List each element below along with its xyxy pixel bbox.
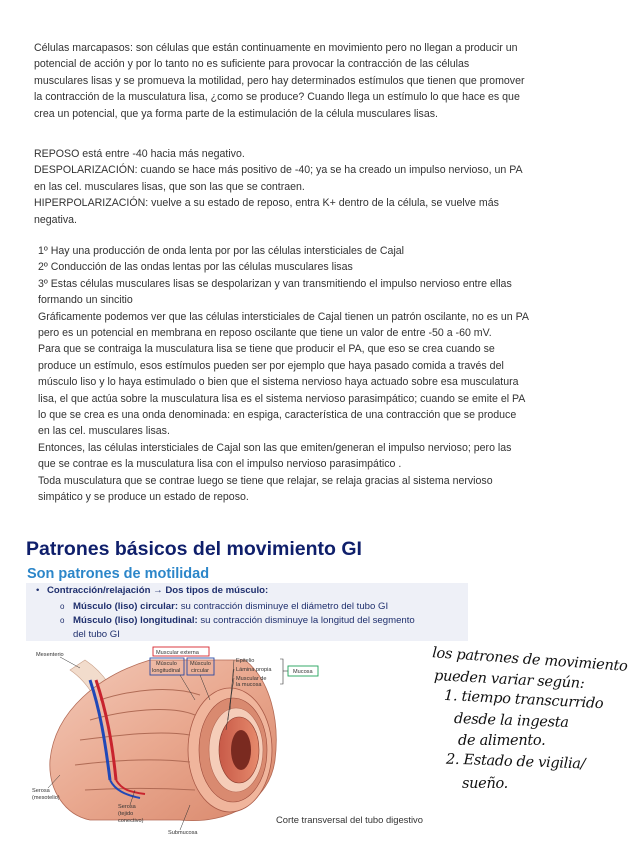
text-line: Toda musculatura que se contrae luego se tiene que relajar, se relaja gracias al sistema nervioso — [38, 474, 493, 487]
item-bold: Músculo (liso) circular: — [73, 601, 179, 612]
paragraph-marcapasos — [34, 40, 574, 122]
slide-title: Patrones básicos del movimiento GI — [26, 538, 362, 560]
circle-bullet-icon: o — [60, 616, 65, 625]
handwritten-line: de alimento. — [458, 733, 546, 749]
gi-tube-illustration — [30, 640, 330, 840]
handwritten-line: los patrones de movimiento — [431, 645, 628, 675]
label-mucosa: Mucosa — [293, 669, 313, 675]
figure-caption: Corte transversal del tubo digestivo — [276, 814, 423, 825]
label-serosa-mesotelio-1: Serosa — [32, 788, 50, 794]
label-serosa-tejido-2: (tejido — [118, 811, 134, 817]
slide-subtitle: Son patrones de motilidad — [27, 566, 210, 582]
item-text-cont: del tubo GI — [73, 628, 120, 640]
handwritten-line: pueden variar según: — [433, 668, 585, 692]
text-line: en las cel. musculares lisas, que son las que se contraen. — [34, 180, 305, 193]
handwritten-line: desde la ingesta — [453, 711, 569, 731]
text-line: 3º Estas células musculares lisas se despolarizan y van transmitiendo el impulso nervioso entre ellas — [38, 277, 512, 290]
bullet-text: Contracción/relajación → Dos tipos de músculo: — [47, 585, 269, 596]
text-line: lo que se crea es una onda denominada: en espiga, característica de una contracción que se produce — [38, 409, 517, 422]
text-line: potencial de acción y por lo tanto no es suficiente para provocar la contracción de las células — [34, 58, 470, 71]
label-serosa-mesotelio-2: (mesotelio) — [32, 795, 60, 801]
text-line: formando un sincitio — [38, 294, 133, 307]
text-line: lisa, el que actúa sobre la musculatura lisa es el sistema nervioso parasimpático; cuando se emite el PA — [38, 392, 526, 405]
label-serosa-tejido-1: Serosa — [118, 804, 136, 810]
text-line: produce un estímulo, esos estímulos pueden ser por ejemplo que haya pasado comida a través del — [38, 359, 504, 372]
text-line: Células marcapasos: son células que están continuamente en movimiento pero no llegan a producir un — [34, 42, 518, 54]
circle-bullet-icon: o — [60, 602, 65, 611]
bullet-contraccion — [36, 585, 268, 596]
item-bold: Músculo (liso) longitudinal: — [73, 615, 198, 626]
label-serosa-tejido-3: conectivo) — [118, 818, 144, 824]
label-lamina-propia: Lámina propia — [236, 667, 272, 673]
text-line: crea un potencial, que ya forma parte de la estimulación de la célula musculares lisas. — [34, 107, 438, 120]
text-line: negativa. — [34, 213, 77, 226]
label-musculo-circ-2: circular — [191, 668, 210, 674]
text-line: 1º Hay una producción de onda lenta por por las células intersticiales de Cajal — [38, 245, 405, 257]
text-line: DESPOLARIZACIÓN: cuando se hace más positivo de -40; ya se ha creado un impulso nervioso, un PA — [34, 164, 523, 177]
text-line: HIPERPOLARIZACIÓN: vuelve a su estado de reposo, entra K+ dentro de la célula, se vuelve más — [34, 197, 499, 210]
item-text: su contracción disminuye la longitud del segmento — [197, 615, 415, 626]
paragraph-cajal — [38, 243, 578, 506]
label-muscular-mucosa-1: Muscular de — [236, 676, 267, 682]
text-line: en las cel. musculares lisas. — [38, 425, 170, 438]
text-line: Gráficamente podemos ver que las células intersticiales de Cajal tienen un patrón oscilante, no es un PA — [38, 310, 529, 323]
label-muscular-externa: Muscular externa — [156, 650, 199, 656]
text-line: musculares lisas y se promueva la motilidad, pero hay determinados estímulos que tienen que promover — [34, 74, 525, 87]
bullet-dot-icon: • — [36, 585, 40, 596]
item-musculo-longitudinal — [60, 614, 460, 641]
lumen — [231, 730, 251, 770]
label-musculo-circ-1: Músculo — [190, 661, 211, 667]
label-epitelio: Epitelio — [236, 658, 255, 664]
label-mesenterio: Mesenterio — [36, 652, 64, 658]
text-line: Para que se contraiga la musculatura lisa se tiene que producir el PA, que eso se crea cuando se — [38, 343, 495, 356]
text-line: que se contrae es la musculatura lisa con el impulso nervioso parasimpático . — [38, 458, 402, 471]
handwritten-line: 1. tiempo transcurrido — [443, 687, 604, 713]
text-line: REPOSO está entre -40 hacia más negativo. — [34, 148, 245, 160]
text-line: músculo liso y lo haya estimulado o bien que el sistema nervioso haya actuado sobre esa musculatura — [38, 376, 519, 389]
label-muscular-mucosa-2: la mucosa — [236, 682, 262, 688]
label-submucosa: Submucosa — [168, 830, 198, 836]
paragraph-estados — [34, 146, 574, 228]
label-musculo-long-2: longitudinal — [152, 668, 181, 674]
handwritten-line: sueño. — [462, 776, 508, 792]
text-line: Entonces, las células intersticiales de Cajal son las que emiten/generan el impulso nervioso; pero las — [38, 441, 512, 454]
handwritten-note — [431, 645, 628, 802]
text-line: 2º Conducción de las ondas lentas por las células musculares lisas — [38, 261, 353, 274]
text-line: pero es un potencial en membrana en reposo oscilante que tiene un valor de entre -50 a -60 mV. — [38, 327, 492, 340]
label-musculo-long-1: Músculo — [156, 661, 177, 667]
item-musculo-circular — [60, 600, 388, 614]
handwritten-line: 2. Estado de vigilia/ — [445, 751, 586, 773]
text-line: la contracción de la musculatura lisa, ¿como se produce? Cuando llega un estímulo lo que hace es que — [34, 91, 520, 104]
text-line: simpático y se produce un estado de reposo. — [38, 491, 249, 504]
item-text: su contracción disminuye el diámetro del tubo GI — [178, 601, 389, 612]
